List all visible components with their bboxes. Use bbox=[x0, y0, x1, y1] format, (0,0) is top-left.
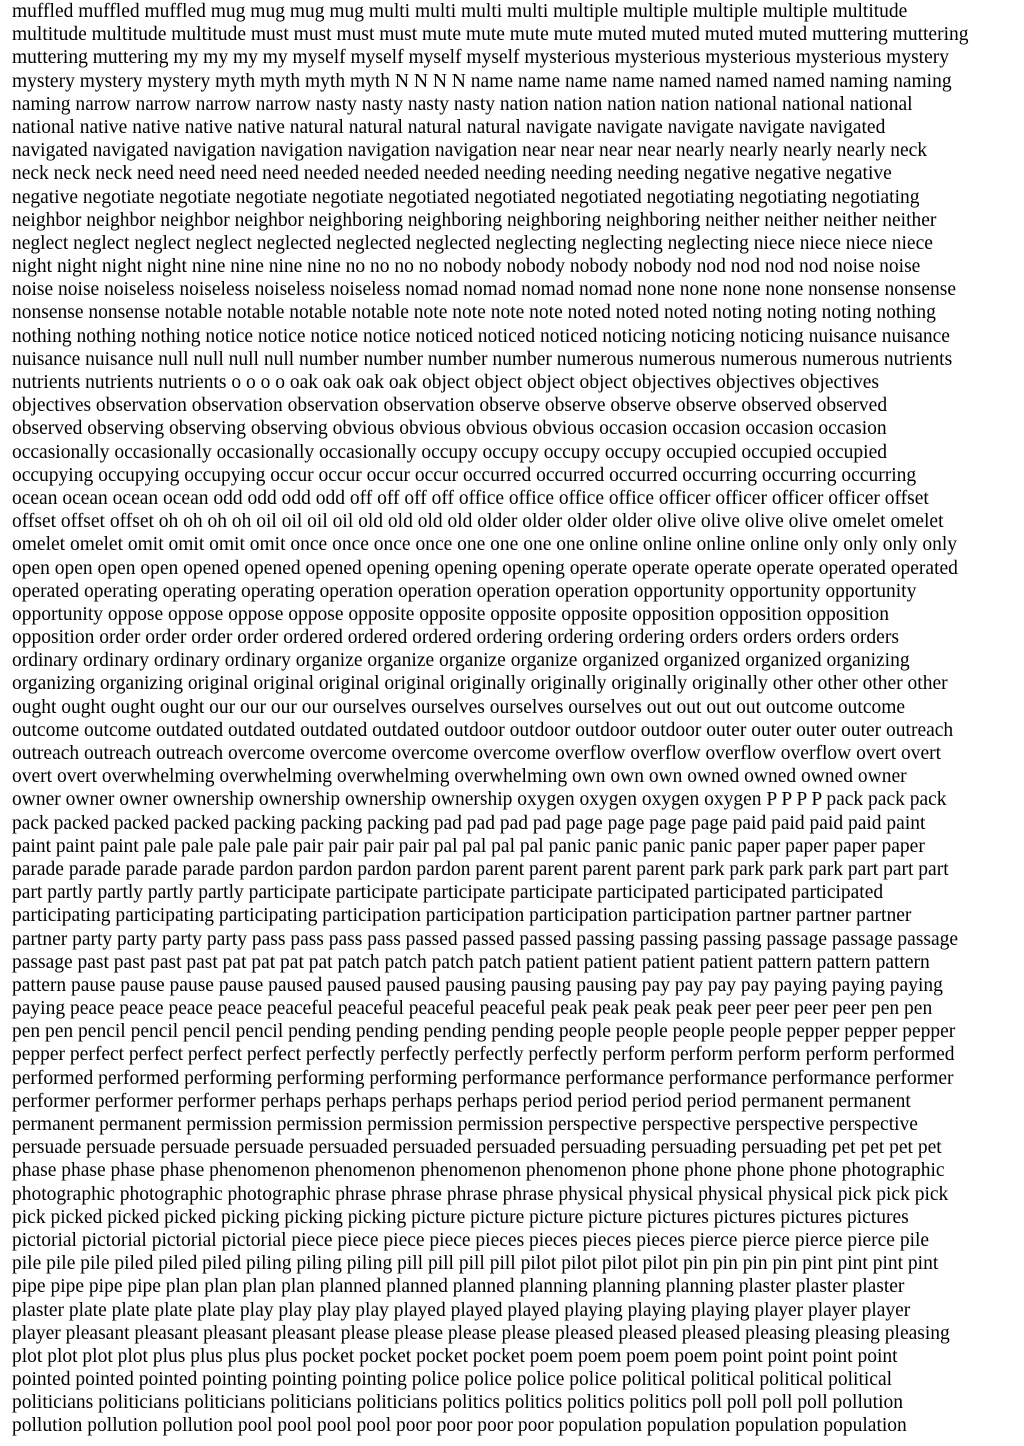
text-line: nuisance nuisance null null null null number number number number numerous numerous numerous numerous nutrients bbox=[12, 348, 953, 370]
text-line: overt overt overwhelming overwhelming overwhelming overwhelming own own own owned owned owned owner bbox=[12, 766, 907, 788]
text-line: opposition order order order order ordered ordered ordered ordering ordering ordering orders orders orders orders bbox=[12, 627, 899, 649]
text-line: objectives observation observation observation observation observe observe observe observe observed observed bbox=[12, 395, 888, 417]
text-line: mystery mystery mystery myth myth myth myth N N N N name name name name named named named naming naming bbox=[12, 70, 952, 92]
text-line: naming narrow narrow narrow narrow nasty nasty nasty nasty nation nation nation nation national national national bbox=[12, 93, 913, 115]
text-line: player pleasant pleasant pleasant pleasant please please please please pleased pleased pleased pleasing pleasing pleasing bbox=[12, 1322, 950, 1344]
text-line: open open open open opened opened opened opening opening opening operate operate operate operate operated operated bbox=[12, 557, 958, 579]
text-line: ought ought ought ought our our our our ourselves ourselves ourselves ourselves out out out out outcome outcome bbox=[12, 696, 906, 718]
text-line: omelet omelet omit omit omit omit once once once once one one one one online online online online only only only only bbox=[12, 534, 958, 556]
text-line: permanent permanent permission permission permission permission perspective perspective perspective perspective bbox=[12, 1114, 918, 1135]
text-line: passage past past past past pat pat pat pat patch patch patch patch patient patient patient patient pattern pattern pattern bbox=[12, 951, 930, 973]
text-line: muttering muttering my my my my myself myself myself myself mysterious mysterious mysterious mysterious mystery bbox=[12, 47, 949, 69]
text-line: plaster plate plate plate plate play play play play played played played playing playing playing player player player bbox=[12, 1299, 911, 1321]
text-line: paint paint paint pale pale pale pale pair pair pair pair pal pal pal pal panic panic panic panic paper paper paper paper bbox=[12, 835, 925, 857]
text-line: politicians politicians politicians politicians politicians politics politics politics politics poll poll poll poll pollution bbox=[12, 1392, 903, 1414]
text-line: pattern pause pause pause pause paused paused paused pausing pausing pausing pay pay pay pay paying paying paying bbox=[12, 974, 943, 996]
text-line: nothing nothing nothing notice notice notice notice noticed noticed noticed noticing noticing noticing nuisance nuisance bbox=[12, 325, 950, 347]
text-line: navigated navigated navigation navigation navigation navigation near near near near nearly nearly nearly nearly neck bbox=[12, 140, 928, 162]
text-line: outcome outcome outdated outdated outdated outdated outdoor outdoor outdoor outdoor outer outer outer outer outreach bbox=[12, 719, 954, 741]
text-line: pepper perfect perfect perfect perfect perfectly perfectly perfectly perfectly perform perform perform perform performed bbox=[12, 1044, 955, 1066]
text-line: negative negotiate negotiate negotiate negotiate negotiated negotiated negotiated negotiating negotiating negotiating bbox=[12, 186, 920, 208]
text-line: occupying occupying occupying occur occur occur occur occurred occurred occurred occurring occurring occurring bbox=[12, 464, 917, 486]
text-line: occasionally occasionally occasionally occasionally occupy occupy occupy occupy occupied occupied occupied bbox=[12, 441, 887, 463]
text-line: neglect neglect neglect neglect neglected neglected neglected neglecting neglecting neglecting niece niece niece niece bbox=[12, 232, 933, 254]
text-line: observed observing observing observing obvious obvious obvious obvious occasion occasion occasion occasion bbox=[12, 418, 887, 440]
text-line: phase phase phase phase phenomenon phenomenon phenomenon phenomenon phone phone phone phone photographic bbox=[12, 1160, 945, 1182]
text-line: pick picked picked picked picking picking picking picture picture picture picture pictures pictures pictures pictures bbox=[12, 1206, 909, 1228]
text-line: opportunity oppose oppose oppose oppose opposite opposite opposite opposite opposition opposition opposition bbox=[12, 603, 889, 625]
text-line: offset offset offset oh oh oh oh oil oil oil oil old old old old older older older older olive olive olive olive omelet omelet bbox=[12, 511, 944, 533]
text-line: nutrients nutrients nutrients o o o o oak oak oak oak object object object object objectives objectives objectives bbox=[12, 372, 879, 393]
text-line: outreach outreach outreach overcome overcome overcome overcome overflow overflow overflow overflow overt overt bbox=[12, 743, 942, 764]
text-line: pollution pollution pollution pool pool pool pool poor poor poor poor population population population population bbox=[12, 1415, 907, 1437]
text-line: organizing organizing original original original original originally originally originally originally other other other other bbox=[12, 673, 948, 695]
text-line: pile pile pile piled piled piled piling piling piling pill pill pill pill pilot pilot pilot pilot pin pin pin pin pint pint pint pint bbox=[12, 1253, 939, 1275]
text-line: pen pen pencil pencil pencil pencil pending pending pending pending people people people people pepper pepper pepper bbox=[12, 1021, 956, 1043]
text-line: nonsense nonsense notable notable notable notable note note note note noted noted noted noting noting noting nothing bbox=[12, 302, 936, 324]
text-line: performed performed performing performing performing performance performance performance performance performer bbox=[12, 1067, 954, 1089]
text-line: ocean ocean ocean ocean odd odd odd odd off off off off office office office office officer officer officer officer offset bbox=[12, 487, 929, 509]
text-line: muffled muffled muffled mug mug mug mug multi multi multi multi multiple multiple multiple multiple multitude bbox=[12, 1, 908, 22]
text-line: pictorial pictorial pictorial pictorial piece piece piece piece pieces pieces pieces pieces pierce pierce pierce pierce pile bbox=[12, 1229, 930, 1251]
text-line: pointed pointed pointed pointing pointing pointing police police police police political political political political bbox=[12, 1369, 893, 1391]
text-line: paying peace peace peace peace peaceful peaceful peaceful peaceful peak peak peak peak peer peer peer peer pen pen bbox=[12, 998, 933, 1020]
text-line: national native native native native natural natural natural natural navigate navigate navigate navigate navigated bbox=[12, 116, 886, 138]
text-line: photographic photographic photographic phrase phrase phrase phrase physical physical physical physical pick pick pick bbox=[12, 1183, 949, 1205]
text-line: persuade persuade persuade persuade persuaded persuaded persuaded persuading persuading persuading pet pet pet pet bbox=[12, 1137, 942, 1159]
text-line: operated operating operating operating operation operation operation operation opportunity opportunity opportunity bbox=[12, 580, 917, 602]
text-line: partner party party party party pass pass pass pass passed passed passed passing passing passing passage passage passage bbox=[12, 928, 959, 950]
text-line: multitude multitude multitude must must must must mute mute mute mute muted muted muted muted muttering muttering bbox=[12, 24, 969, 46]
text-line: plot plot plot plot plus plus plus plus pocket pocket pocket pocket poem poem poem poem point point point point bbox=[12, 1345, 898, 1367]
text-line: ordinary ordinary ordinary ordinary organize organize organize organize organized organized organized organizing bbox=[12, 650, 910, 672]
text-line: pack packed packed packed packing packing packing pad pad pad pad page page page page paid paid paid paid paint bbox=[12, 812, 926, 834]
text-line: owner owner owner ownership ownership ownership ownership oxygen oxygen oxygen oxygen P P P P pack pack pack bbox=[12, 789, 947, 811]
text-line: participating participating participating participation participation participation participation partner partner partner bbox=[12, 905, 912, 927]
text-line: neck neck neck need need need need needed needed needed needing needing needing negative negative negative bbox=[12, 163, 892, 185]
text-line: night night night night nine nine nine nine no no no no nobody nobody nobody nobody nod nod nod nod noise noise bbox=[12, 256, 921, 278]
text-line: performer performer performer perhaps perhaps perhaps perhaps period period period period permanent permanent bbox=[12, 1090, 911, 1112]
text-line: parade parade parade parade pardon pardon pardon pardon parent parent parent parent park park park park part part part bbox=[12, 858, 949, 880]
text-line: part partly partly partly partly participate participate participate participate participated participated participated bbox=[12, 882, 884, 904]
text-line: noise noise noiseless noiseless noiseless noiseless nomad nomad nomad nomad none none none none nonsense nonsense bbox=[12, 279, 956, 301]
text-line: neighbor neighbor neighbor neighbor neighboring neighboring neighboring neighboring neither neither neither neither bbox=[12, 209, 937, 231]
text-line: pipe pipe pipe pipe plan plan plan plan planned planned planned planning planning planning plaster plaster plaster bbox=[12, 1276, 905, 1298]
